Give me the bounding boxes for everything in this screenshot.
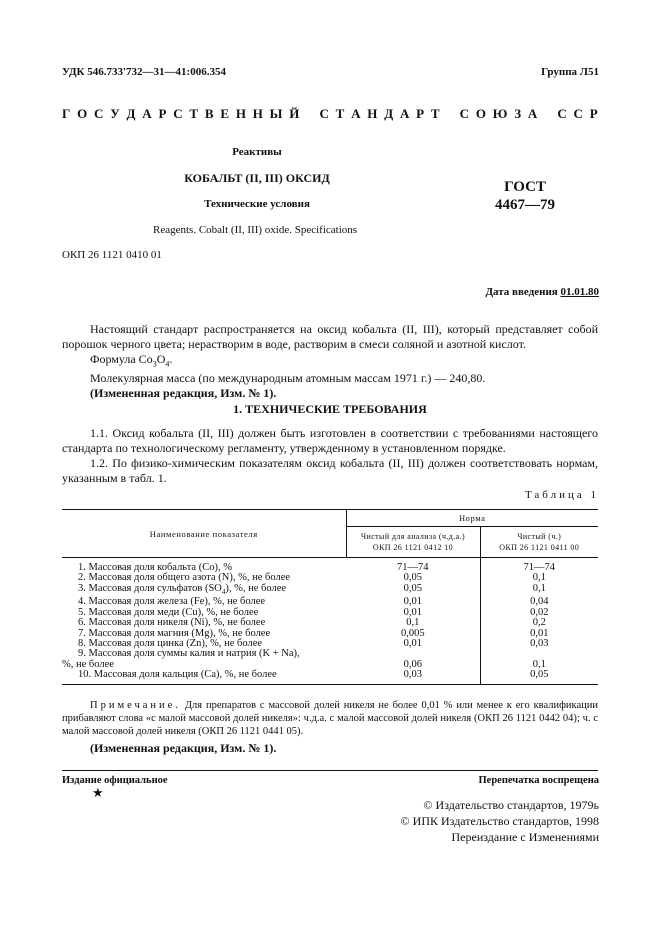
banner-letter: Т: [430, 106, 440, 121]
banner-letter: Ю: [492, 106, 508, 121]
banner-letter: Т: [335, 106, 345, 121]
banner-letter: А: [142, 106, 152, 121]
clause-1-1: 1.1. Оксид кобальта (II, III) должен быть изготовлен в соответствии с требованиями настоящего стандарта по технологическому регламенту, утвержденному в установленном порядке.: [62, 426, 598, 455]
formula-sub-1: 3: [152, 359, 157, 369]
value-text: 0,03: [403, 669, 422, 681]
table-row: [62, 558, 598, 574]
banner-letter: Т: [189, 106, 199, 121]
star-icon: ★: [92, 785, 104, 800]
section-body: [62, 426, 598, 486]
banner-letter: Ы: [269, 106, 283, 121]
group-code: Группа Л51: [541, 66, 599, 78]
value-text: 0,05: [403, 582, 422, 594]
value-text: 0,005: [400, 627, 425, 639]
value-text: 0,06: [403, 658, 422, 670]
table-label: Таблица 1: [524, 489, 599, 501]
value-text: 0,01: [403, 606, 422, 618]
row-name-text: 5. Массовая доля меди (Cu), %, не более: [78, 606, 259, 618]
banner-letter: А: [399, 106, 410, 121]
molecular-mass: Молекулярная масса (по международным атомным массам 1971 г.) — 240,80.: [90, 371, 486, 386]
banner-letter: [306, 106, 313, 122]
banner-letter: В: [204, 106, 214, 121]
grade-2-name: Чистый (ч.): [517, 532, 562, 541]
value-text: 0,01: [403, 637, 422, 649]
value-text: 0,04: [530, 596, 549, 608]
row-name-text: 7. Массовая доля магния (Mg), %, не более: [78, 627, 271, 639]
formula-mid: O: [156, 352, 166, 366]
row-name: [62, 670, 346, 684]
banner-letter: Р: [158, 106, 167, 121]
grade-1-okp: ОКП 26 1121 0412 10: [372, 543, 454, 552]
copyright-1998: © ИПК Издательство стандартов, 1998: [400, 814, 599, 828]
row-name-text: 9. Массовая доля суммы калия и натрия (K + Na),: [78, 648, 300, 660]
introduction-date: [485, 286, 599, 298]
banner-letter: Г: [62, 106, 71, 121]
value-grade-1: [346, 584, 480, 598]
banner-letter: Р: [416, 106, 425, 121]
grade-1-name: Чистый для анализа (ч.д.а.): [360, 532, 466, 541]
value-grade-2: [480, 558, 598, 574]
gost-number: [470, 178, 580, 214]
note-text: [62, 699, 598, 738]
col-grade-2-header: [480, 527, 598, 558]
col-grade-1-header: [346, 527, 480, 558]
value-text: 0,03: [530, 637, 549, 649]
row-name-tail: ), %, не более: [225, 582, 287, 594]
col-norm-header: Норма: [346, 510, 598, 527]
value-text: 0,1: [532, 658, 546, 670]
banner-letter: С: [557, 106, 567, 121]
grade-2-okp: ОКП 26 1121 0411 00: [499, 543, 580, 552]
banner-letter: С: [173, 106, 183, 121]
udk-code: УДК 546.733'732—31—41:006.354: [62, 66, 226, 78]
row-name: [62, 558, 346, 574]
row-name-text: 1. Массовая доля кобальта (Co), %: [78, 562, 232, 573]
value-text: 0,01: [530, 627, 549, 639]
spec-table: [62, 509, 598, 685]
value-grade-2: [480, 618, 598, 628]
value-grade-1: [346, 558, 480, 574]
table-row: [62, 649, 598, 670]
reagents-heading: Реактивы: [232, 146, 282, 158]
banner-letter: С: [94, 106, 104, 121]
row-name-text: 10. Массовая доля кальция (Ca), %, не более: [78, 669, 277, 681]
value-grade-1: [346, 618, 480, 628]
formula-line: [62, 352, 598, 371]
intro-paragraph: Настоящий стандарт распространяется на оксид кобальта (II, III), который представляет собой порошок черного цвета; нерастворим в воде, растворим в смеси соляной и азотной кислот.: [62, 322, 598, 351]
value-text: 0,02: [530, 606, 549, 618]
okp-code: ОКП 26 1121 0410 01: [62, 249, 162, 261]
banner-letter: З: [514, 106, 522, 121]
banner-letter: [446, 106, 453, 122]
banner-letter: Н: [235, 106, 246, 121]
banner-letter: С: [459, 106, 470, 121]
banner-letter: Н: [252, 106, 263, 121]
value-grade-2: [480, 639, 598, 649]
banner-letter: Н: [367, 106, 378, 121]
banner-letter: У: [110, 106, 120, 121]
gost-label: ГОСТ: [504, 179, 546, 195]
official-edition: Издание официальное: [62, 775, 168, 786]
banner-letter: С: [319, 106, 329, 121]
row-name-text: 3. Массовая доля сульфатов (SO: [78, 582, 222, 594]
row-name-cont: %, не более: [62, 658, 114, 670]
note-body: Для препаратов с массовой долей никеля не более 0,01 % или менее к его квалификации прибавляют слова «с малой массовой долей никеля»: ч.д.а. с малой массовой долей никеля (ОКП 26 1121 0442 04); ч. с малой массовой долей никеля (ОКП 26 1121 0441 05).: [62, 700, 598, 737]
banner-letter: А: [527, 106, 538, 121]
banner-letter: Д: [384, 106, 394, 121]
banner-letter: Р: [589, 106, 598, 121]
row-name-sub: 4: [221, 587, 226, 596]
table-row: [62, 670, 598, 684]
row-name-text: 2. Массовая доля общего азота (N), %, не более: [78, 572, 291, 584]
gost-code: 4467—79: [495, 197, 555, 213]
value-grade-2: [480, 584, 598, 598]
state-standard-banner: [62, 106, 598, 122]
banner-letter: Й: [289, 106, 300, 121]
banner-letter: Д: [126, 106, 136, 121]
product-title: КОБАЛЬТ (II, III) ОКСИД: [184, 171, 330, 185]
row-name: [62, 649, 346, 670]
footer-rule: [62, 770, 598, 771]
value-text: 71—74: [397, 562, 429, 573]
value-text: 0,05: [403, 572, 422, 584]
banner-letter: Е: [220, 106, 230, 121]
formula-label: Формула Co: [90, 352, 153, 366]
intro-block: [62, 322, 598, 401]
date-label: Дата введения: [485, 286, 558, 298]
value-text: 0,01: [403, 596, 422, 608]
value-grade-1: [346, 649, 480, 670]
row-name-text: 8. Массовая доля цинка (Zn), %, не более: [78, 637, 263, 649]
reissue-note: Переиздание с Изменениями: [451, 830, 599, 844]
value-grade-2: [480, 670, 598, 684]
copyright-1979: © Издательство стандартов, 1979ь: [423, 798, 599, 812]
formula-end: .: [169, 352, 173, 366]
value-grade-2: [480, 649, 598, 670]
banner-letter: С: [573, 106, 583, 121]
date-value: 01.01.80: [560, 286, 599, 298]
intro-amendment: (Измененная редакция, Изм. № 1).: [90, 386, 277, 401]
value-text: 0,2: [532, 617, 546, 629]
banner-letter: О: [77, 106, 88, 121]
table-note: [62, 699, 598, 755]
banner-letter: О: [475, 106, 486, 121]
note-amendment: (Измененная редакция, Изм. № 1).: [90, 741, 277, 755]
value-text: 0,1: [532, 572, 546, 584]
english-title: Reagents. Cobalt (II, III) oxide. Specifications: [153, 224, 358, 236]
value-text: 0,1: [406, 617, 420, 629]
conditions-heading: Технические условия: [204, 198, 310, 210]
value-grade-1: [346, 639, 480, 649]
row-name: [62, 584, 346, 598]
col-name-header: Наименование показателя: [62, 510, 346, 558]
section-title: 1. ТЕХНИЧЕСКИЕ ТРЕБОВАНИЯ: [233, 402, 427, 416]
row-name-text: 6. Массовая доля никеля (Ni), %, не более: [78, 617, 266, 629]
table-row: [62, 584, 598, 598]
banner-letter: А: [351, 106, 361, 121]
value-text: 0,1: [532, 582, 546, 594]
value-text: 71—74: [523, 562, 555, 573]
formula-sub-2: 4: [165, 359, 170, 369]
clause-1-2: 1.2. По физико-химическим показателям оксид кобальта (II, III) должен соответствовать нормам, указанным в табл. 1.: [62, 456, 598, 485]
row-name-text: 4. Массовая доля железа (Fe), %, не более: [78, 596, 266, 608]
value-grade-1: [346, 670, 480, 684]
value-text: 0,05: [530, 669, 549, 681]
banner-letter: [544, 106, 551, 122]
reprint-forbidden: Перепечатка воспрещена: [478, 775, 599, 786]
note-label: Примечание.: [90, 700, 181, 711]
